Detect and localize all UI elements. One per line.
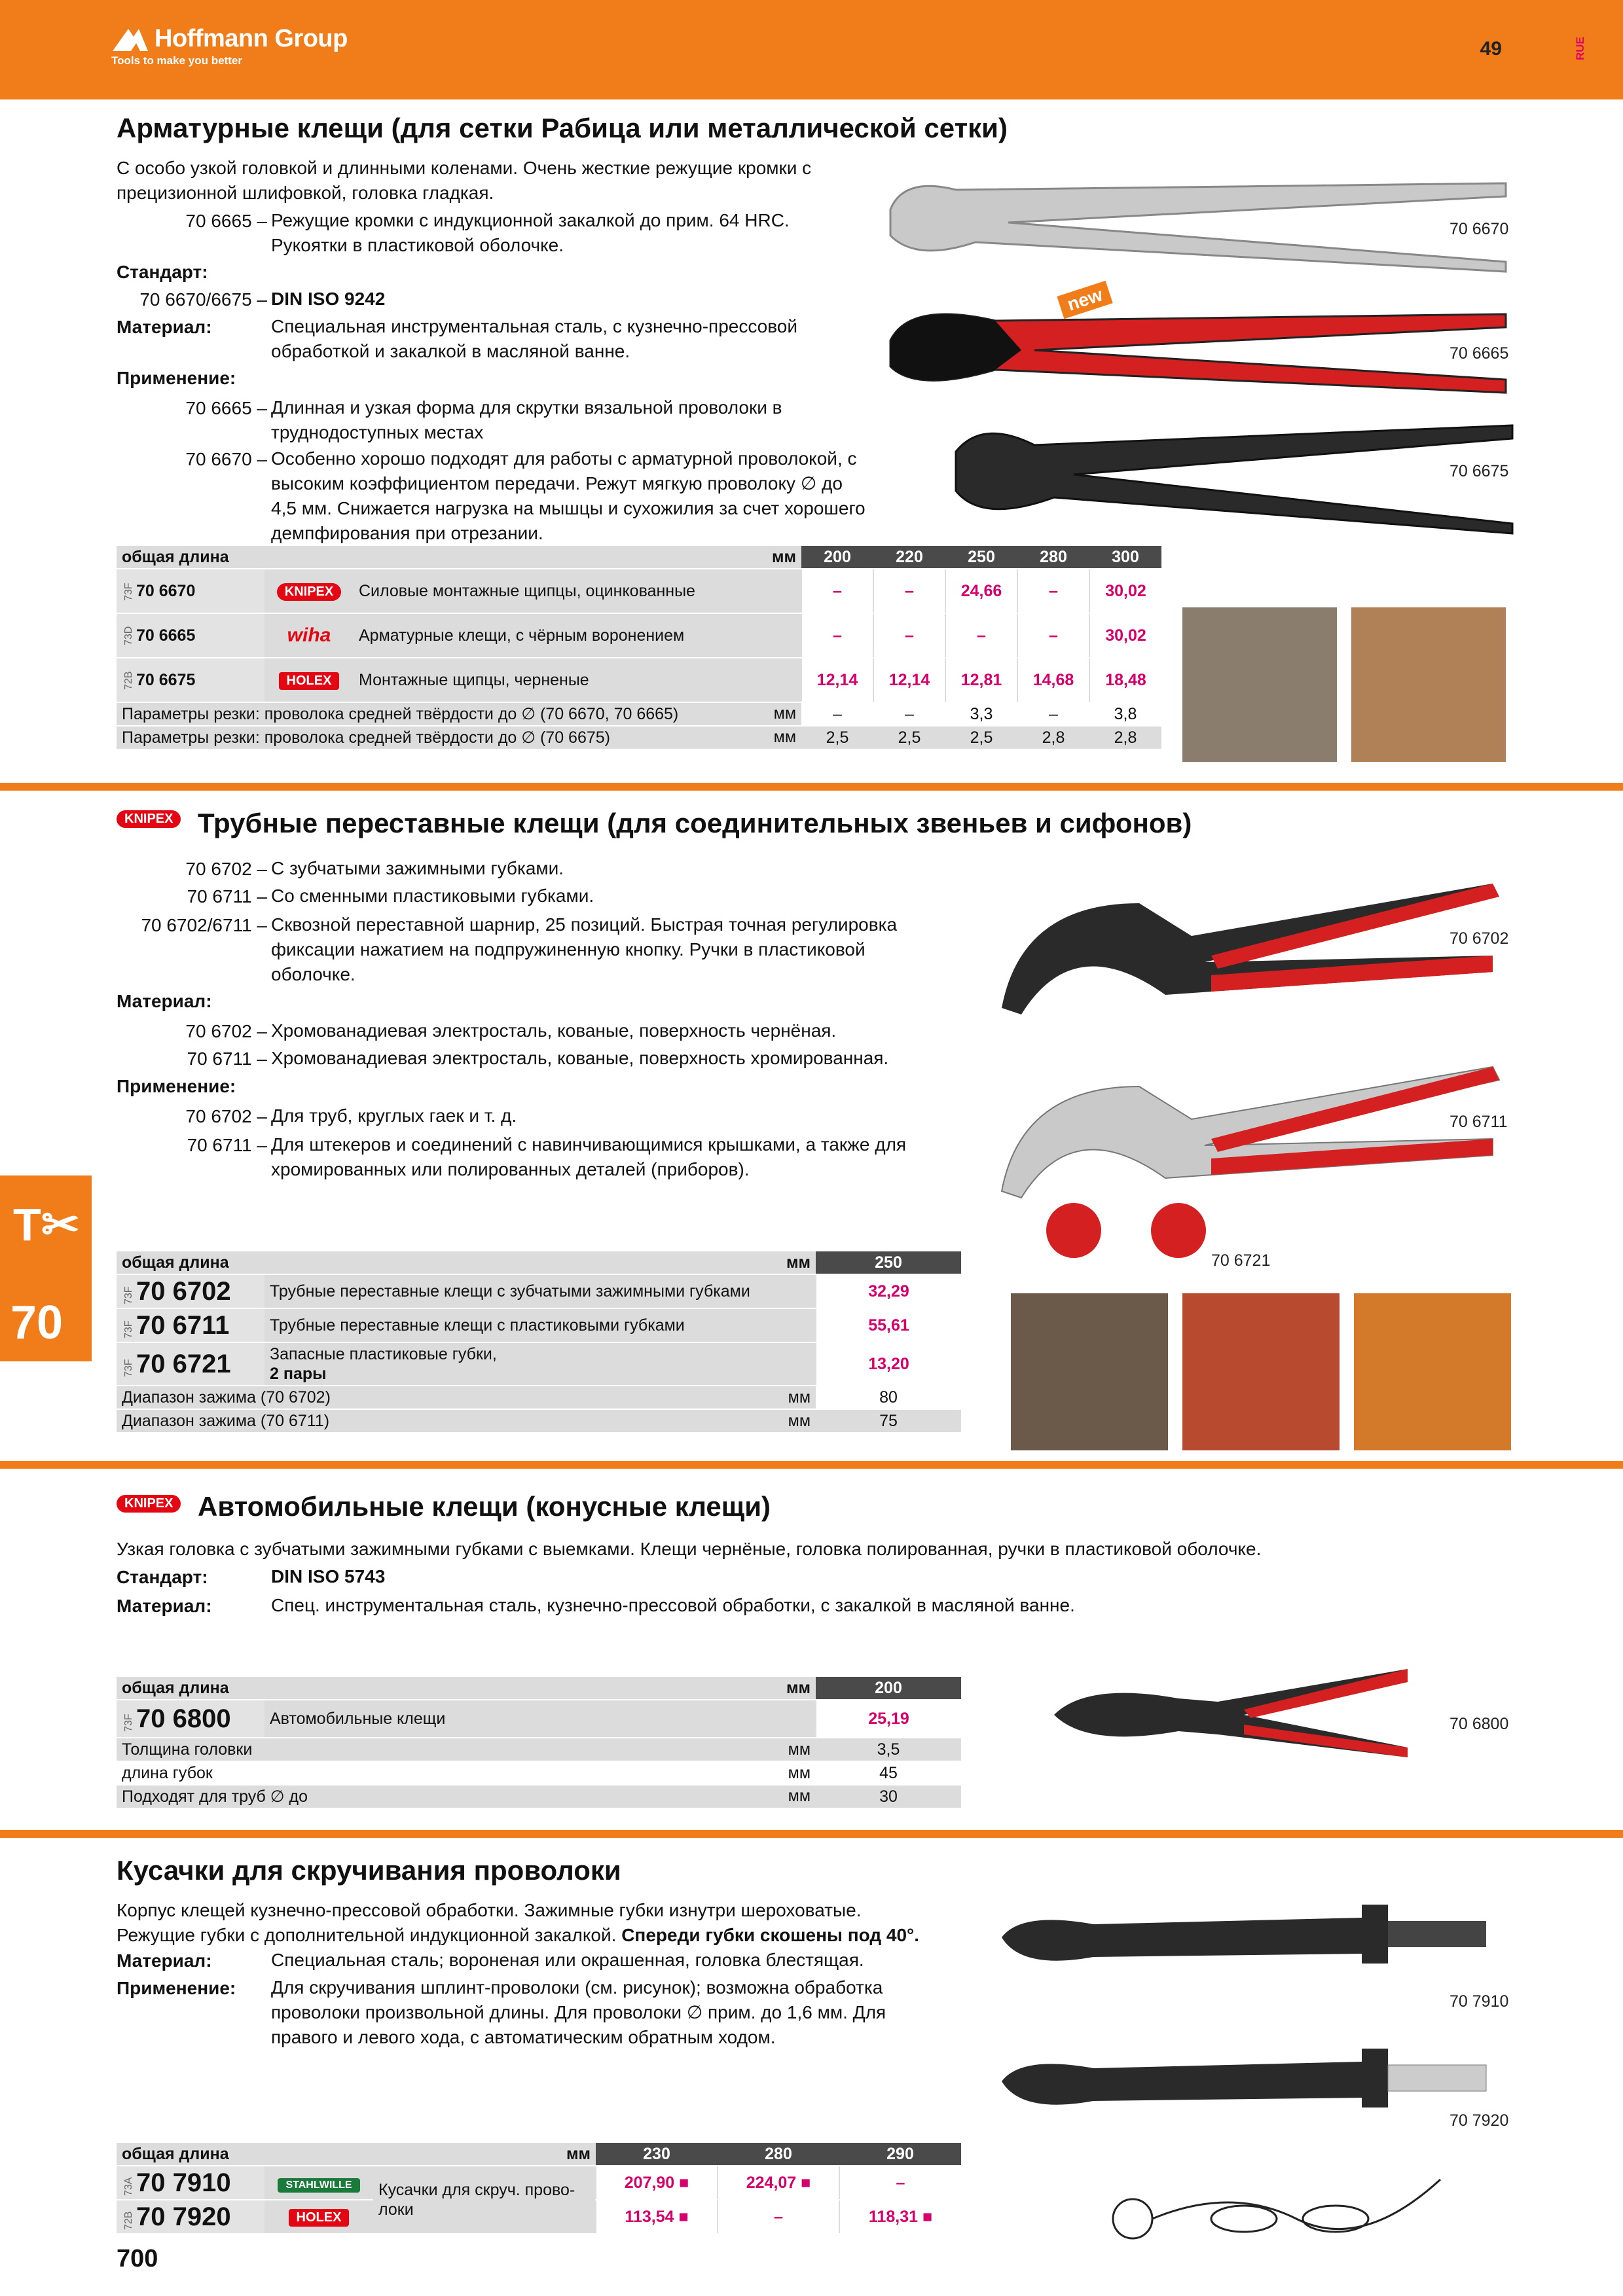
- spec-code: 70 6711 –: [187, 1049, 267, 1069]
- usage-photo: [1011, 1293, 1168, 1450]
- section-divider: [0, 783, 1623, 791]
- price-cell: –: [718, 2200, 839, 2234]
- standard-label: Стандарт:: [117, 1567, 208, 1587]
- spec-code: 70 6711 –: [187, 1135, 267, 1155]
- application-text: высоким коэффициентом передачи. Режут мягкую проволоку ∅ до: [271, 473, 843, 493]
- price-cell: –: [873, 569, 945, 613]
- page-number-top: 49: [1480, 38, 1502, 60]
- product-table: общая длина мм 230 280 290 73A70 7910 STAHLWILLE Кусачки для скруч. прово- локи 207,90 ■ 224,07 ■ – 72B70 7920 HOLEX 113,54 ■ – 118,31 ■: [117, 2143, 961, 2234]
- table-row: Диапазон зажима (70 6702) мм 80: [117, 1386, 961, 1409]
- material-label: Материал:: [117, 1950, 212, 1971]
- article-number: 70 6800: [136, 1704, 231, 1733]
- material-text: Хромованадиевая электросталь, кованые, поверхность чернёная.: [271, 1020, 837, 1041]
- image-caption: 70 7910: [1450, 1992, 1509, 2011]
- size-header: 250: [945, 546, 1017, 569]
- spec-code: 70 6702 –: [185, 1021, 267, 1041]
- application-text: Особенно хорошо подходят для работы с арматурной проволокой, с: [271, 448, 857, 469]
- table-row: 73F 70 6670 KNIPEX Силовые монтажные щипцы, оцинкованные – – 24,66 – 30,02: [117, 569, 1161, 613]
- table-row: 73F70 6711 Трубные переставные клещи с пластиковыми губками 55,61: [117, 1308, 961, 1342]
- article-number: 70 7920: [136, 2202, 231, 2231]
- image-caption: 70 6702: [1450, 929, 1509, 948]
- pliers-icon: T✂: [13, 1199, 80, 1250]
- table-row: 73F70 6702 Трубные переставные клещи с зубчатыми зажимными губками 32,29: [117, 1274, 961, 1308]
- price-cell: 55,61: [816, 1308, 961, 1342]
- article-number: 70 6711: [136, 1310, 230, 1340]
- hoffmann-logo-icon: [111, 26, 149, 52]
- product-description: Арматурные клещи, с чёрным воронением: [354, 613, 801, 658]
- table-row: 73D 70 6665 wiha Арматурные клещи, с чёрным воронением – – – – 30,02: [117, 613, 1161, 658]
- pliers-image: [995, 1060, 1506, 1211]
- price-cell: –: [945, 613, 1017, 658]
- application-label: Применение:: [117, 1076, 236, 1096]
- price-cell: –: [801, 569, 873, 613]
- standard-label: Стандарт:: [117, 262, 208, 282]
- holex-logo: HOLEX: [289, 2209, 350, 2227]
- price-cell: 30,02: [1089, 569, 1161, 613]
- application-text: труднодоступных местах: [271, 422, 484, 442]
- table-row: 72B70 7920 HOLEX 113,54 ■ – 118,31 ■: [117, 2200, 961, 2234]
- size-header: 200: [816, 1677, 961, 1700]
- material-text: Специальная инструментальная сталь, с кузнечно-прессовой: [271, 316, 798, 336]
- price-cell: –: [839, 2166, 961, 2200]
- pliers-image: [943, 412, 1519, 537]
- image-caption: 70 6670: [1450, 220, 1509, 238]
- pliers-image: [995, 1892, 1493, 1990]
- article-number: 70 6675: [136, 670, 196, 689]
- section-divider: [0, 1461, 1623, 1469]
- spec-code: 70 6665 –: [185, 398, 267, 418]
- material-text: Хромованадиевая электросталь, кованые, поверхность хромированная.: [271, 1048, 889, 1068]
- application-text: проволоки произвольной длины. Для проволоки ∅ прим. до 1,6 мм. Для: [271, 2002, 886, 2022]
- price-cell: 12,81: [945, 658, 1017, 702]
- product-table: общая длина мм 250 73F70 6702 Трубные переставные клещи с зубчатыми зажимными губками 32,29 73F70 6711 Трубные переставные клещи с пластиковыми губками 55,61 73F70 6721 Запасные пластиковые губки, 2 пары 13,20 Диапазон зажима (70 6702) мм 80 Диапазон зажима (70 6711) мм 75: [117, 1251, 961, 1433]
- table-header-label: общая длина: [122, 547, 229, 566]
- article-number: 70 6670: [136, 581, 196, 600]
- pliers-image: [995, 2036, 1493, 2134]
- usage-photo: [1351, 607, 1506, 762]
- table-row: Толщина головки мм 3,5: [117, 1738, 961, 1761]
- spec-text: Сквозной переставной шарнир, 25 позиций. Быстрая точная регулировка: [271, 914, 898, 935]
- table-row: длина губок мм 45: [117, 1761, 961, 1785]
- product-description: Монтажные щипцы, черненые: [354, 658, 801, 702]
- brand-name: Hoffmann Group: [155, 25, 348, 52]
- table-row: Параметры резки: проволока средней твёрдости до ∅ (70 6670, 70 6665) мм – – 3,3 – 3,8: [117, 702, 1161, 726]
- product-table: [117, 546, 1161, 750]
- material-text: обработкой и закалкой в масляной ванне.: [271, 341, 630, 361]
- unit-label: мм: [772, 547, 796, 566]
- new-badge: new: [1057, 281, 1113, 319]
- spec-code: 70 6665 –: [185, 211, 267, 231]
- size-header: 220: [873, 546, 945, 569]
- spec-text: Со сменными пластиковыми губками.: [271, 886, 594, 906]
- material-label: Материал:: [117, 991, 212, 1011]
- wire-twisting-diagram: [1100, 2160, 1493, 2278]
- spec-code: 70 6702 –: [185, 1106, 267, 1126]
- price-cell: 13,20: [816, 1342, 961, 1386]
- price-cell: 14,68: [1017, 658, 1089, 702]
- brand-tagline: Tools to make you better: [111, 54, 242, 67]
- intro-line: С особо узкой головкой и длинными коленами. Очень жесткие режущие кромки с: [117, 158, 812, 178]
- image-caption: 70 7920: [1450, 2111, 1509, 2130]
- product-description: Трубные переставные клещи с пластиковыми губками: [264, 1308, 816, 1342]
- price-cell: 30,02: [1089, 613, 1161, 658]
- application-text: 4,5 мм. Снижается нагрузка на мышцы и сухожилия за счет хорошего: [271, 498, 866, 518]
- intro-line: Режущие губки с дополнительной индукционной закалкой. Спереди губки скошены под 40°.: [117, 1925, 920, 1945]
- price-cell: –: [801, 613, 873, 658]
- material-label: Материал:: [117, 1596, 212, 1616]
- wiha-logo: wiha: [287, 624, 331, 646]
- section-title: Автомобильные клещи (конусные клещи): [198, 1491, 771, 1522]
- section-title: Арматурные клещи (для сетки Рабица или металлической сетки): [117, 113, 1008, 143]
- price-cell: 12,14: [873, 658, 945, 702]
- size-header: 300: [1089, 546, 1161, 569]
- size-header: 230: [596, 2143, 718, 2166]
- size-header: 200: [801, 546, 873, 569]
- spec-code: 70 6711 –: [187, 886, 267, 906]
- usage-photo: [1182, 1293, 1340, 1450]
- material-text: Спец. инструментальная сталь, кузнечно-прессовой обработки, с закалкой в масляной ванне.: [271, 1595, 1075, 1615]
- application-text: Для труб, круглых гаек и т. д.: [271, 1105, 517, 1126]
- usage-photo: [1182, 607, 1337, 762]
- knipex-logo: KNIPEX: [277, 583, 341, 601]
- table-row: Подходят для труб ∅ до мм 30: [117, 1785, 961, 1808]
- standard-value: DIN ISO 5743: [271, 1566, 386, 1587]
- price-cell: 25,19: [816, 1700, 961, 1738]
- article-number: 70 6702: [136, 1276, 231, 1306]
- intro-line: прецизионной шлифовкой, головка гладкая.: [117, 183, 494, 203]
- section-divider: [0, 1830, 1623, 1838]
- material-text: Специальная сталь; вороненая или окрашенная, головка блестящая.: [271, 1950, 864, 1970]
- spec-text: С зубчатыми зажимными губками.: [271, 858, 564, 878]
- price-cell: 18,48: [1089, 658, 1161, 702]
- image-caption: 70 6721: [1211, 1251, 1271, 1270]
- standard-value: DIN ISO 9242: [271, 289, 386, 309]
- image-caption: 70 6665: [1450, 344, 1509, 363]
- image-caption: 70 6800: [1450, 1715, 1509, 1733]
- table-row: Параметры резки: проволока средней твёрдости до ∅ (70 6675) мм 2,5 2,5 2,5 2,8 2,8: [117, 726, 1161, 749]
- price-cell: 118,31 ■: [839, 2200, 961, 2234]
- knipex-logo: KNIPEX: [117, 810, 181, 828]
- knipex-logo: KNIPEX: [117, 1495, 181, 1513]
- size-header: 290: [839, 2143, 961, 2166]
- table-row: 73F70 6721 Запасные пластиковые губки, 2 пары 13,20: [117, 1342, 961, 1386]
- product-description: Силовые монтажные щипцы, оцинкованные: [354, 569, 801, 613]
- size-header: 250: [816, 1251, 961, 1274]
- application-text: правого и левого хода, с автоматическим обратным ходом.: [271, 2027, 776, 2047]
- spec-code: 70 6670 –: [185, 449, 267, 469]
- article-number: 70 6665: [136, 626, 196, 645]
- article-number: 70 7910: [136, 2168, 231, 2197]
- article-number: 70 6721: [136, 1349, 231, 1378]
- language-code: RUE: [1574, 37, 1586, 60]
- spec-text: Рукоятки в пластиковой оболочке.: [271, 235, 564, 255]
- pliers-image: [877, 164, 1519, 275]
- price-cell: 224,07 ■: [718, 2166, 839, 2200]
- section-tab-number: 70: [10, 1297, 64, 1349]
- pliers-image: [995, 877, 1509, 1028]
- page-number-bottom: 700: [117, 2245, 158, 2272]
- size-header: 280: [718, 2143, 839, 2166]
- image-caption: 70 6675: [1450, 462, 1509, 480]
- spec-code: 70 6702/6711 –: [141, 915, 267, 935]
- price-cell: 207,90 ■: [596, 2166, 718, 2200]
- intro-line: Узкая головка с зубчатыми зажимными губками с выемками. Клещи чернёные, головка полированная, ручки в пластиковой оболочке.: [117, 1539, 1262, 1559]
- application-label: Применение:: [117, 368, 236, 388]
- application-text: Для штекеров и соединений с навинчивающимися крышками, а также для: [271, 1134, 907, 1155]
- application-text: Длинная и узкая форма для скрутки вязальной проволоки в: [271, 397, 782, 418]
- usage-photo: [1354, 1293, 1511, 1450]
- product-description: Автомобильные клещи: [264, 1700, 816, 1738]
- application-text: демпфирования при отрезании.: [271, 523, 543, 543]
- application-text: Для скручивания шплинт-проволоки (см. рисунок); возможна обработка: [271, 1977, 883, 1998]
- price-cell: 12,14: [801, 658, 873, 702]
- size-header: 280: [1017, 546, 1089, 569]
- application-label: Применение:: [117, 1978, 236, 1998]
- spec-text: оболочке.: [271, 964, 356, 984]
- spec-code: 70 6702 –: [185, 859, 267, 879]
- price-cell: 32,29: [816, 1274, 961, 1308]
- table-row: 73F70 6800 Автомобильные клещи 25,19: [117, 1700, 961, 1738]
- price-cell: –: [873, 613, 945, 658]
- table-row: 72B 70 6675 HOLEX Монтажные щипцы, черненые 12,14 12,14 12,81 14,68 18,48: [117, 658, 1161, 702]
- price-cell: 113,54 ■: [596, 2200, 718, 2234]
- material-label: Материал:: [117, 317, 212, 337]
- image-caption: 70 6711: [1450, 1113, 1508, 1131]
- spec-text: фиксации нажатием на подпружиненную кнопку. Ручки в пластиковой: [271, 939, 866, 960]
- table-row: 73A70 7910 STAHLWILLE Кусачки для скруч. прово- локи 207,90 ■ 224,07 ■ –: [117, 2166, 961, 2200]
- intro-line: Корпус клещей кузнечно-прессовой обработки. Зажимные губки изнутри шероховатые.: [117, 1900, 862, 1920]
- section-title: Кусачки для скручивания проволоки: [117, 1855, 621, 1886]
- table-row: Диапазон зажима (70 6711) мм 75: [117, 1409, 961, 1433]
- application-text: хромированных или полированных деталей (приборов).: [271, 1159, 750, 1179]
- hoffmann-logo: [111, 25, 348, 67]
- price-cell: 24,66: [945, 569, 1017, 613]
- product-description: Трубные переставные клещи с зубчатыми зажимными губками: [264, 1274, 816, 1308]
- pliers-image: [877, 288, 1519, 399]
- spec-text: Режущие кромки с индукционной закалкой до прим. 64 HRC.: [271, 210, 790, 230]
- spec-code: 70 6670/6675 –: [139, 289, 267, 310]
- product-table: общая длина мм 200 73F70 6800 Автомобильные клещи 25,19 Толщина головки мм 3,5 длина губок мм 45 Подходят для труб ∅ до мм 30: [117, 1677, 961, 1809]
- price-cell: –: [1017, 569, 1089, 613]
- section-title: Трубные переставные клещи (для соединительных звеньев и сифонов): [198, 808, 1192, 838]
- pliers-image: [1048, 1662, 1414, 1761]
- holex-logo: HOLEX: [279, 672, 340, 690]
- stahlwille-logo: STAHLWILLE: [278, 2178, 359, 2193]
- price-cell: –: [1017, 613, 1089, 658]
- plastic-jaws-image: [1021, 1198, 1244, 1263]
